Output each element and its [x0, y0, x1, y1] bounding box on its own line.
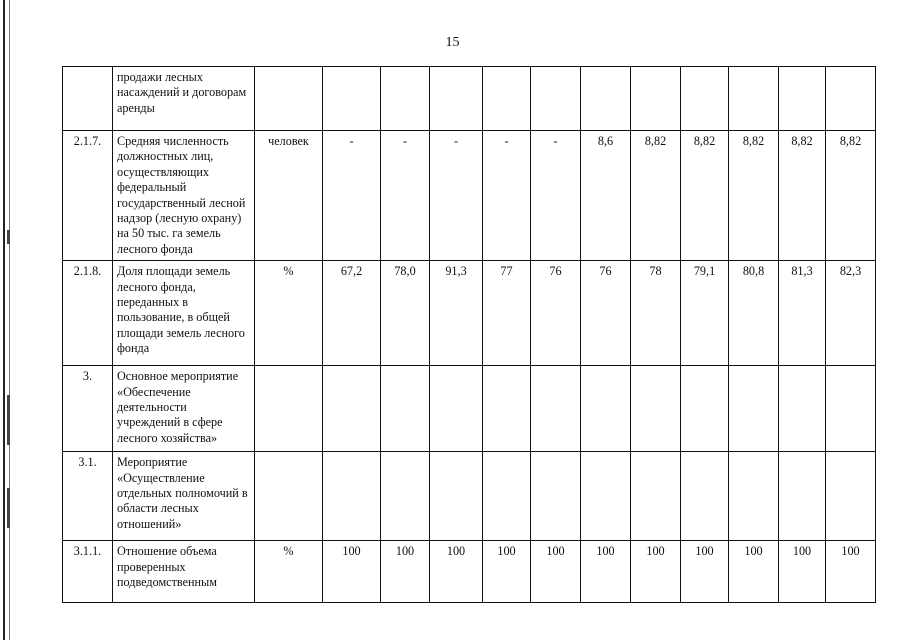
value-cell: 100 [381, 541, 430, 603]
value-cell [323, 67, 381, 131]
value-cell: 78,0 [381, 261, 430, 366]
value-cell [430, 452, 483, 541]
unit-of-measure [255, 452, 323, 541]
value-cell [826, 67, 876, 131]
value-cell [483, 67, 531, 131]
value-cell [581, 67, 631, 131]
table-row [63, 541, 876, 603]
unit-of-measure [255, 67, 323, 131]
indicator-name: Основное мероприятие «Обеспечение деятельности учреждений в сфере лесного хозяйства» [113, 366, 255, 452]
value-cell: - [483, 131, 531, 261]
value-cell: 8,6 [581, 131, 631, 261]
value-cell [581, 366, 631, 452]
value-cell: 8,82 [631, 131, 681, 261]
row-number: 3.1.1. [63, 541, 113, 603]
scan-edge-line-secondary [9, 0, 10, 640]
value-cell: - [531, 131, 581, 261]
value-cell [826, 366, 876, 452]
value-cell: 78 [631, 261, 681, 366]
value-cell [323, 366, 381, 452]
value-cell: 100 [531, 541, 581, 603]
value-cell [826, 452, 876, 541]
scan-mark [7, 488, 10, 528]
value-cell: 81,3 [779, 261, 826, 366]
value-cell: 100 [430, 541, 483, 603]
value-cell [779, 67, 826, 131]
unit-of-measure [255, 366, 323, 452]
table-row [63, 261, 876, 366]
scan-mark [7, 395, 10, 445]
value-cell: 100 [323, 541, 381, 603]
value-cell [483, 452, 531, 541]
value-cell: 80,8 [729, 261, 779, 366]
value-cell: 100 [631, 541, 681, 603]
page-number: 15 [445, 35, 460, 50]
value-cell [531, 67, 581, 131]
value-cell: 8,82 [681, 131, 729, 261]
indicator-name: Мероприятие «Осуществление отдельных полномочий в области лесных отношений» [113, 452, 255, 541]
table-row [63, 67, 876, 131]
value-cell [681, 67, 729, 131]
value-cell [381, 67, 430, 131]
table-row [63, 131, 876, 261]
indicator-name: Средняя численность должностных лиц, осуществляющих федеральный государственный лесной надзор (лесную охрану) на 50 тыс. га земель лесного фонда [113, 131, 255, 261]
value-cell: 100 [581, 541, 631, 603]
indicator-name: продажи лесных насаждений и договорам аренды [113, 67, 255, 131]
row-number: 2.1.7. [63, 131, 113, 261]
value-cell [381, 452, 430, 541]
value-cell: - [323, 131, 381, 261]
table-row [63, 366, 876, 452]
row-number [63, 67, 113, 131]
value-cell [729, 67, 779, 131]
value-cell: 77 [483, 261, 531, 366]
value-cell [581, 452, 631, 541]
value-cell: 100 [779, 541, 826, 603]
value-cell [729, 452, 779, 541]
value-cell [681, 452, 729, 541]
value-cell: 82,3 [826, 261, 876, 366]
value-cell [381, 366, 430, 452]
value-cell: - [381, 131, 430, 261]
row-number: 3.1. [63, 452, 113, 541]
value-cell [631, 67, 681, 131]
value-cell [323, 452, 381, 541]
row-number: 3. [63, 366, 113, 452]
value-cell [430, 366, 483, 452]
value-cell [729, 366, 779, 452]
value-cell [779, 452, 826, 541]
value-cell: 79,1 [681, 261, 729, 366]
value-cell [430, 67, 483, 131]
unit-of-measure: % [255, 541, 323, 603]
indicator-name: Отношение объема проверенных подведомственным [113, 541, 255, 603]
value-cell: 100 [729, 541, 779, 603]
value-cell: 76 [531, 261, 581, 366]
value-cell: 76 [581, 261, 631, 366]
indicators-table [62, 66, 876, 603]
value-cell [779, 366, 826, 452]
value-cell [483, 366, 531, 452]
value-cell: 8,82 [729, 131, 779, 261]
value-cell [631, 366, 681, 452]
value-cell [531, 366, 581, 452]
indicator-name: Доля площади земель лесного фонда, переданных в пользование, в общей площади земель лесного фонда [113, 261, 255, 366]
value-cell: 100 [826, 541, 876, 603]
value-cell: 67,2 [323, 261, 381, 366]
value-cell: 91,3 [430, 261, 483, 366]
unit-of-measure: человек [255, 131, 323, 261]
value-cell [681, 366, 729, 452]
scan-edge-line [3, 0, 5, 640]
value-cell [631, 452, 681, 541]
scan-mark [7, 230, 10, 244]
value-cell: 8,82 [779, 131, 826, 261]
value-cell: - [430, 131, 483, 261]
table-row [63, 452, 876, 541]
value-cell: 8,82 [826, 131, 876, 261]
table-body [63, 67, 876, 603]
unit-of-measure: % [255, 261, 323, 366]
value-cell: 100 [483, 541, 531, 603]
row-number: 2.1.8. [63, 261, 113, 366]
value-cell: 100 [681, 541, 729, 603]
value-cell [531, 452, 581, 541]
